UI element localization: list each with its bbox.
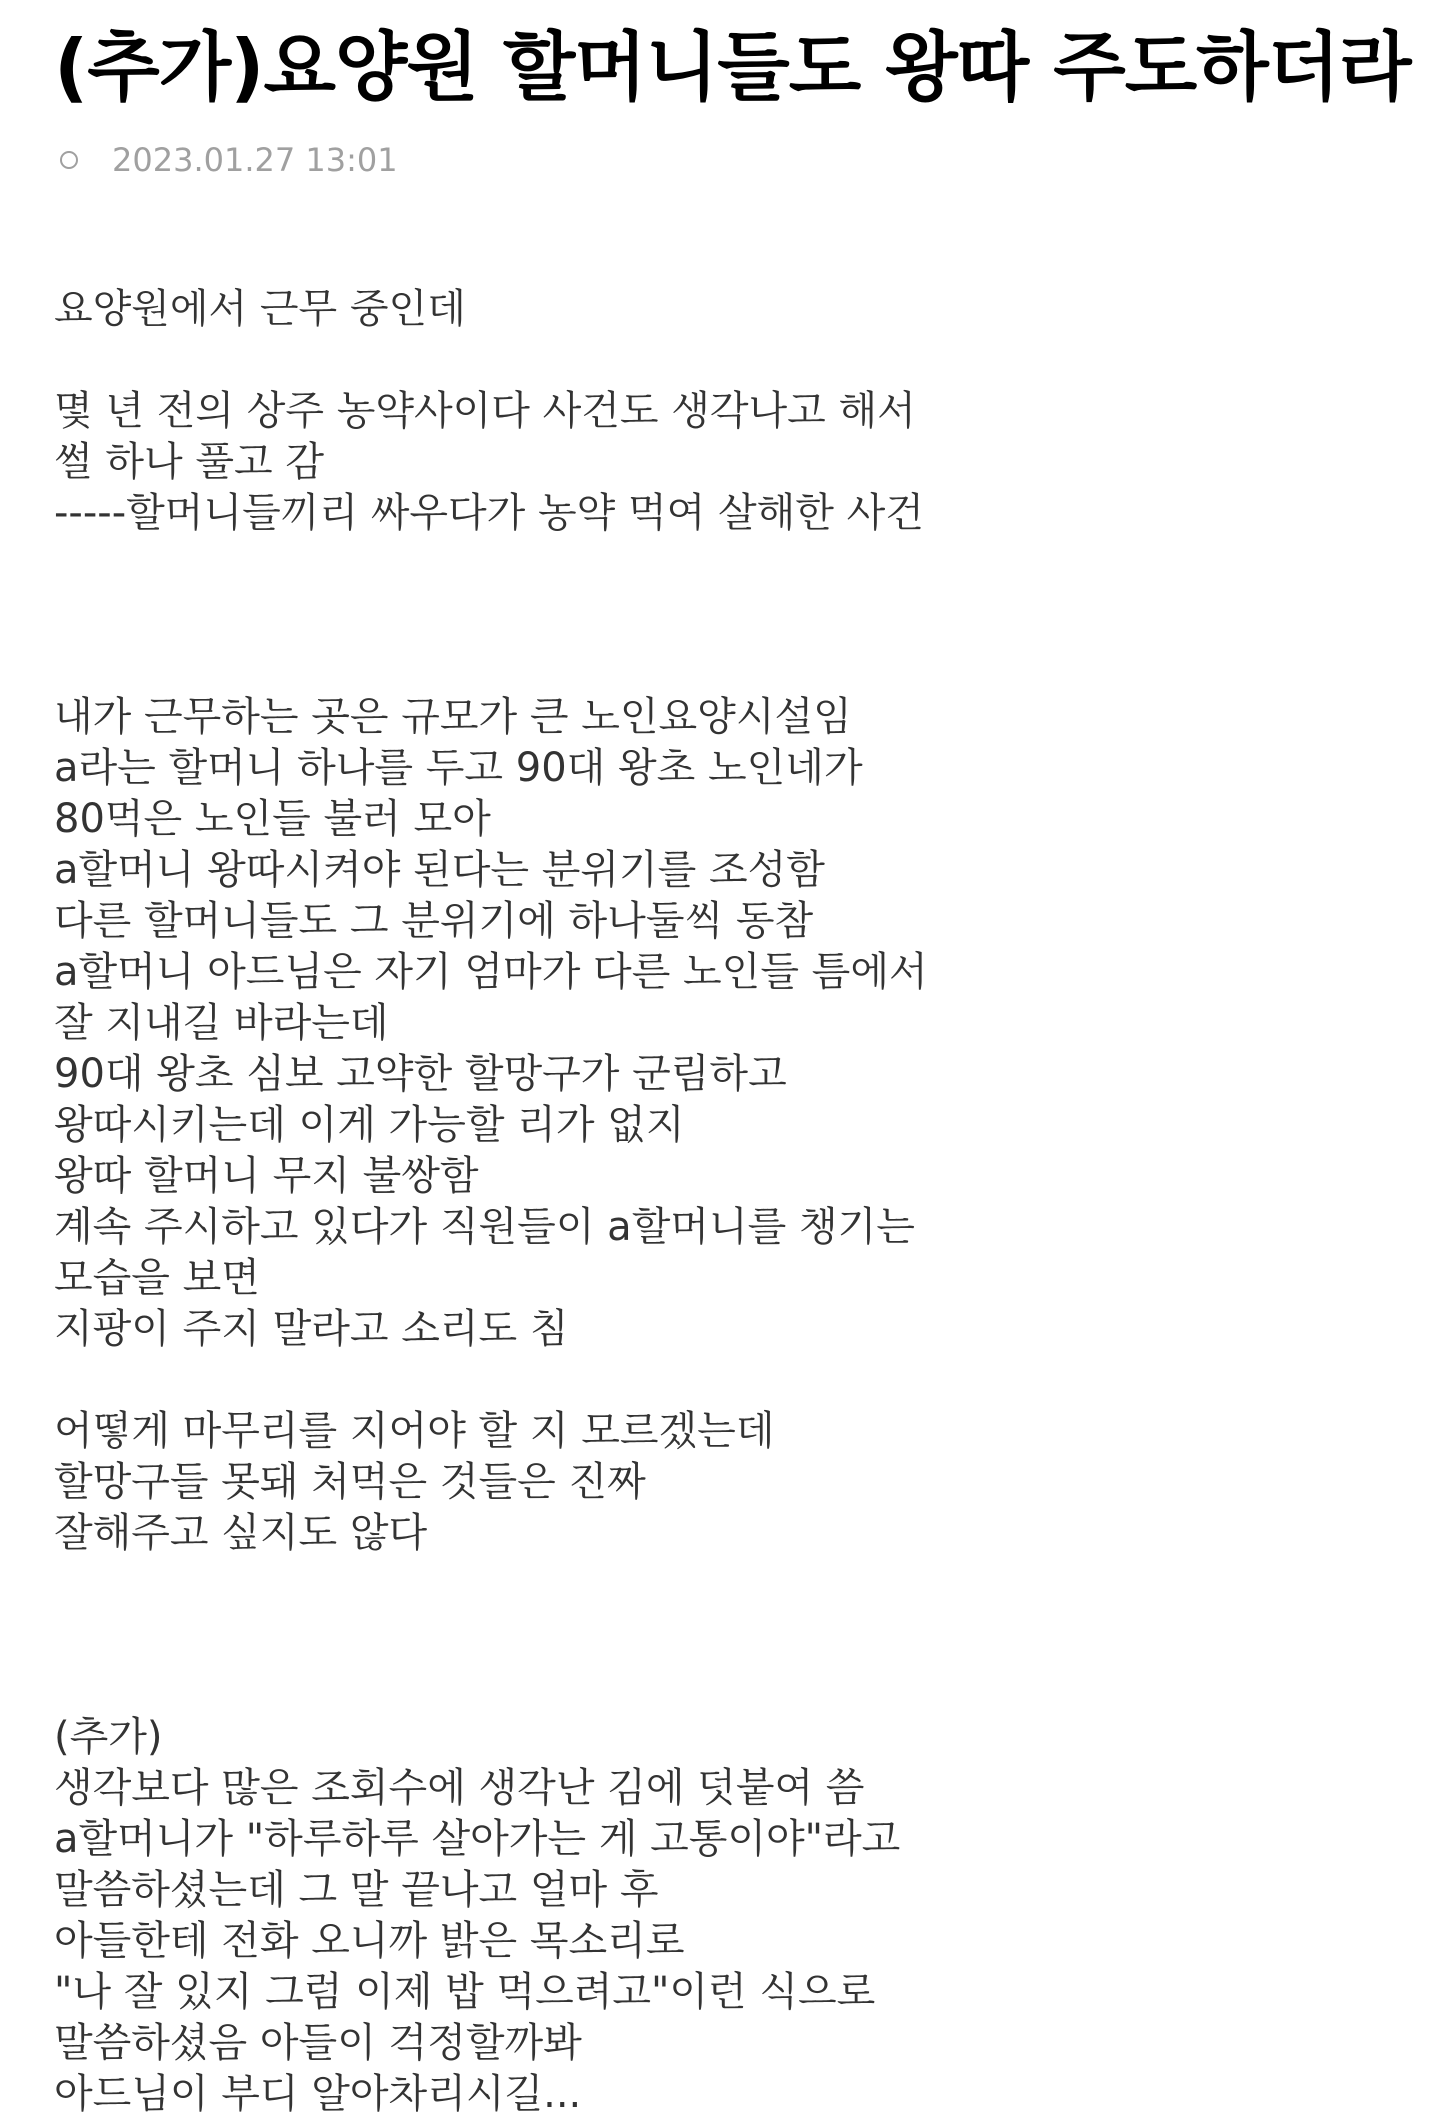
blank-line: [54, 335, 1414, 386]
post-title: (추가)요양원 할머니들도 왕따 주도하더라: [54, 23, 1411, 111]
post-meta: [60, 140, 398, 180]
body-line: 잘 지내길 바라는데: [54, 1000, 389, 1046]
body-line: a할머니 아드님은 자기 엄마가 다른 노인들 틈에서: [54, 949, 928, 995]
blank-line: [54, 590, 1414, 641]
body-line: "나 잘 있지 그럼 이제 밥 먹으려고"이런 식으로: [54, 1969, 876, 2015]
body-line: a할머니 왕따시켜야 된다는 분위기를 조성함: [54, 847, 825, 893]
body-line: 잘해주고 싶지도 않다: [54, 1510, 428, 1556]
body-line: 왕따 할머니 무지 불쌍함: [54, 1153, 479, 1199]
body-line: -----할머니들끼리 싸우다가 농약 먹여 살해한 사건: [54, 490, 924, 536]
body-line: 모습을 보면: [54, 1255, 260, 1301]
body-line: a할머니가 "하루하루 살아가는 게 고통이야"라고: [54, 1816, 901, 1862]
body-line: 지팡이 주지 말라고 소리도 침: [54, 1306, 569, 1352]
body-line: 요양원에서 근무 중인데: [54, 286, 466, 332]
body-line: 아들한테 전화 오니까 밝은 목소리로: [54, 1918, 685, 1964]
body-line: 내가 근무하는 곳은 규모가 큰 노인요양시설임: [54, 694, 852, 740]
blank-line: [54, 1610, 1414, 1661]
body-line: 왕따시키는데 이게 가능할 리가 없지: [54, 1102, 685, 1148]
blank-line: [54, 1661, 1414, 1712]
body-line: 몇 년 전의 상주 농약사이다 사건도 생각나고 해서: [54, 388, 916, 434]
body-line: 다른 할머니들도 그 분위기에 하나둘씩 동참: [54, 898, 814, 944]
body-line: a라는 할머니 하나를 두고 90대 왕초 노인네가: [54, 745, 863, 791]
body-line: 생각보다 많은 조회수에 생각난 김에 덧붙여 씀: [54, 1765, 865, 1811]
body-line: 어떻게 마무리를 지어야 할 지 모르겠는데: [54, 1408, 775, 1454]
body-line: 80먹은 노인들 불러 모아: [54, 796, 491, 842]
body-line: 90대 왕초 심보 고약한 할망구가 군림하고: [54, 1051, 787, 1097]
blank-line: [54, 1559, 1414, 1610]
blank-line: [54, 1355, 1414, 1406]
blank-line: [54, 539, 1414, 590]
blank-line: [54, 641, 1414, 692]
body-line: 말씀하셨음 아들이 걱정할까봐: [54, 2020, 582, 2066]
body-line: 말씀하셨는데 그 말 끝나고 얼마 후: [54, 1867, 659, 1913]
post-timestamp: 2023.01.27 13:01: [112, 141, 398, 179]
body-line: 할망구들 못돼 처먹은 것들은 진짜: [54, 1459, 646, 1505]
body-line: 썰 하나 풀고 감: [54, 439, 324, 485]
post-body: [54, 284, 1414, 2120]
body-line: 계속 주시하고 있다가 직원들이 a할머니를 챙기는: [54, 1204, 915, 1250]
body-line: 아드님이 부디 알아차리시길...: [54, 2071, 582, 2117]
body-line: (추가): [54, 1714, 163, 1760]
clock-icon: [60, 151, 78, 169]
